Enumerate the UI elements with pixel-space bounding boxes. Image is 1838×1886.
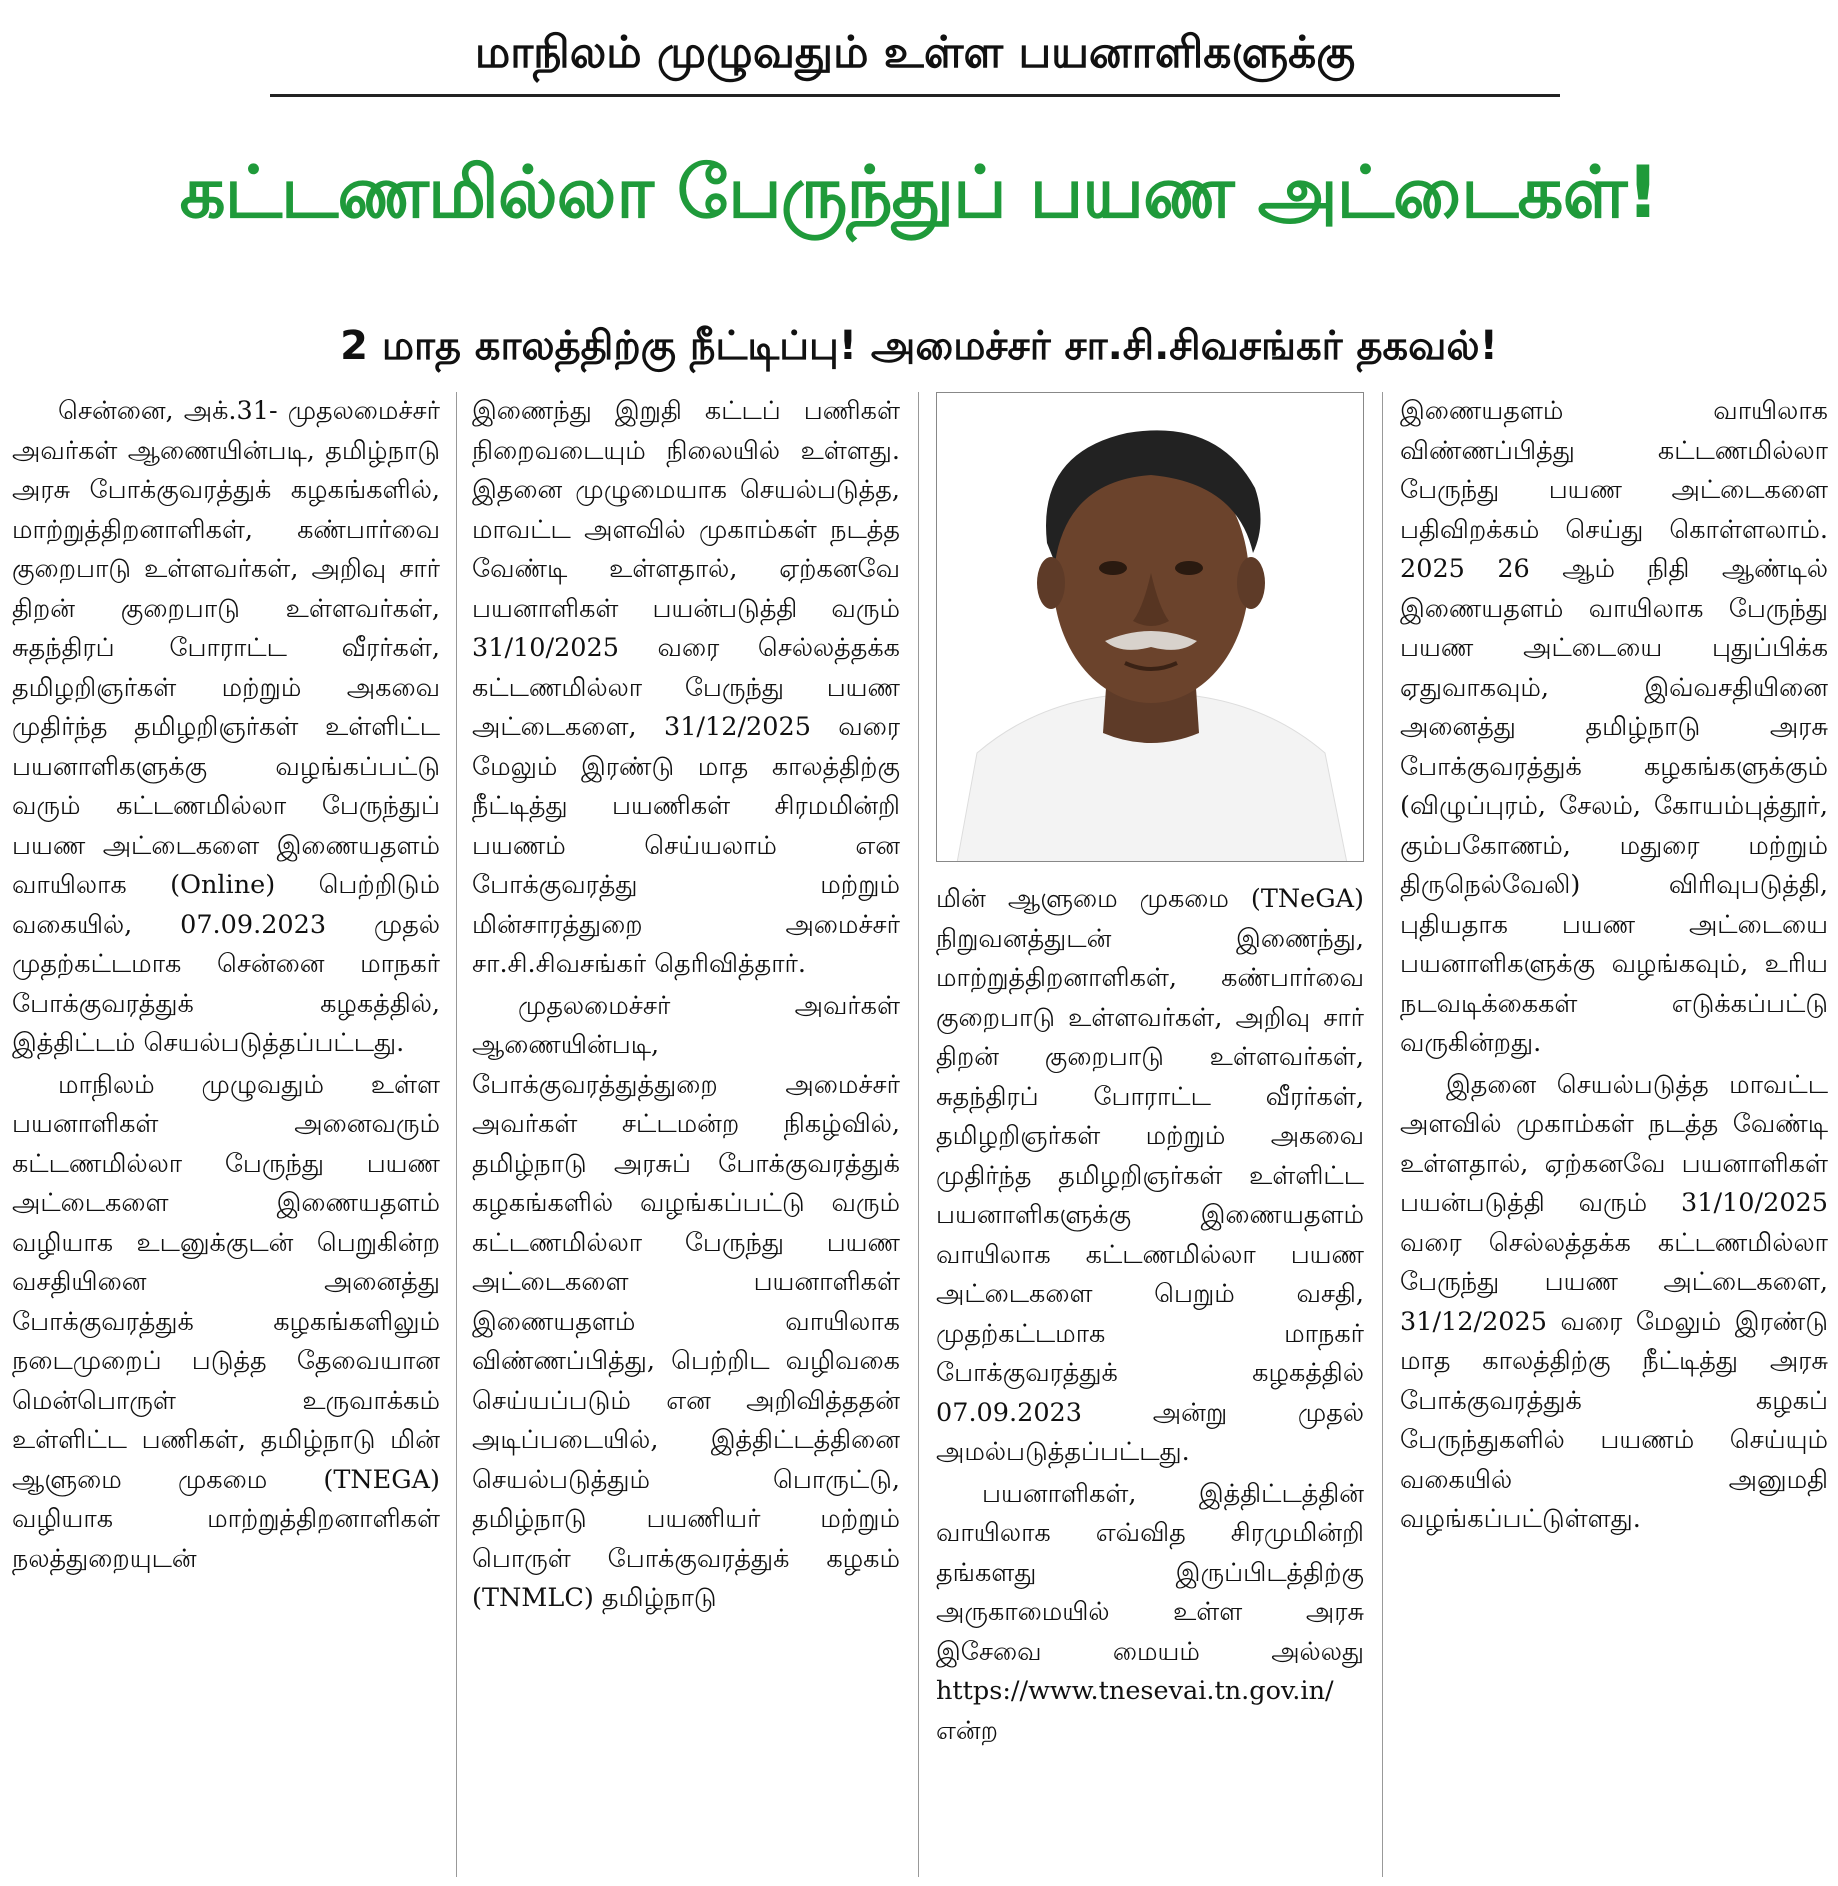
paragraph: மாநிலம் முழுவதும் உள்ள பயனாளிகள் அனைவரும் கட்டணமில்லா பேருந்து பயண அட்டைகளை இணையதளம் வழியாக உடனுக்குடன் பெறுகின்ற வசதியினை அனைத்து போக்குவரத்துக் கழகங்களிலும் நடைமுறைப் படுத்த தேவையான மென்பொருள் உருவாக்கம் உள்ளிட்ட பணிகள், தமிழ்நாடு மின் ஆளுமை முகமை (TNEGA) வழியாக மாற்றுத்திறனாளிகள் நலத்துறையுடன்: [12, 1069, 440, 1574]
portrait-photo-icon: [937, 393, 1364, 862]
minister-portrait-photo: [936, 392, 1364, 862]
paragraph: இதனை செயல்படுத்த மாவட்ட அளவில் முகாம்கள் நடத்த வேண்டி உள்ளதால், ஏற்கனவே பயனாளிகள் பயன்படுத்தி வரும் 31/10/2025 வரை செல்லத்தக்க கட்டணமில்லா பேருந்து பயண அட்டைகளை, 31/12/2025 வரை மேலும் இரண்டு மாத காலத்திற்கு நீட்டித்து அரசு போக்குவரத்துக் கழகப் பேருந்துகளில் பயணம் செய்யும் வகையில் அனுமதி வழங்கப்பட்டுள்ளது.: [1400, 1069, 1828, 1534]
article-column-2: [472, 392, 900, 1877]
paragraph: பயனாளிகள், இத்திட்டத்தின் வாயிலாக எவ்வித சிரமுமின்றி தங்களது இருப்பிடத்திற்கு அருகாமையில் உள்ள அரசு இசேவை மையம் அல்லது https://www.tnesevai.tn.gov.in/ என்ற: [936, 1478, 1364, 1746]
article-column-3: [936, 880, 1364, 1877]
column-divider: [1382, 392, 1383, 1877]
headline: கட்டணமில்லா பேருந்துப் பயண அட்டைகள்!: [179, 150, 1659, 234]
article-column-1: [12, 392, 440, 1877]
paragraph: முதலமைச்சர் அவர்கள் ஆணையின்படி, போக்குவரத்துத்துறை அமைச்சர் அவர்கள் சட்டமன்ற நிகழ்வில், தமிழ்நாடு அரசுப் போக்குவரத்துக் கழகங்களில் வழங்கப்பட்டு வரும் கட்டணமில்லா பேருந்து பயண அட்டைகளை பயனாளிகள் இணையதளம் வாயிலாக விண்ணப்பித்து, பெற்றிட வழிவகை செய்யப்படும் என அறிவித்ததன் அடிப்படையில், இத்திட்டத்தினை செயல்படுத்தும் பொருட்டு, தமிழ்நாடு பயணியர் மற்றும் பொருள் போக்குவரத்துக் கழகம் (TNMLC) தமிழ்நாடு: [472, 990, 900, 1613]
column-divider: [918, 392, 919, 1877]
paragraph: இணைந்து இறுதி கட்டப் பணிகள் நிறைவடையும் நிலையில் உள்ளது. இதனை முழுமையாக செயல்படுத்த, மாவட்ட அளவில் முகாம்கள் நடத்த வேண்டி உள்ளதால், ஏற்கனவே பயனாளிகள் பயன்படுத்தி வரும் 31/10/2025 வரை செல்லத்தக்க கட்டணமில்லா பேருந்து பயண அட்டைகளை, 31/12/2025 வரை மேலும் இரண்டு மாத காலத்திற்கு நீட்டித்து பயணிகள் சிரமமின்றி பயணம் செய்யலாம் என போக்குவரத்து மற்றும் மின்சாரத்துறை அமைச்சர் சா.சி.சிவசங்கர் தெரிவித்தார்.: [472, 396, 900, 979]
subheadline: 2 மாத காலத்திற்கு நீட்டிப்பு! அமைச்சர் சா.சி.சிவசங்கர் தகவல்!: [340, 322, 1498, 369]
kicker-heading: மாநிலம் முழுவதும் உள்ள பயனாளிகளுக்கு: [270, 16, 1560, 97]
article-column-4: [1400, 392, 1828, 1877]
paragraph: இணையதளம் வாயிலாக விண்ணப்பித்து கட்டணமில்லா பேருந்து பயண அட்டைகளை பதிவிறக்கம் செய்து கொள்ளலாம். 2025 26 ஆம் நிதி ஆண்டில் இணையதளம் வாயிலாக பேருந்து பயண அட்டையை புதுப்பிக்க ஏதுவாகவும், இவ்வசதியினை அனைத்து தமிழ்நாடு அரசு போக்குவரத்துக் கழகங்களுக்கும் (விழுப்புரம், சேலம், கோயம்புத்தூர், கும்பகோணம், மதுரை மற்றும் திருநெல்வேலி) விரிவுபடுத்தி, புதியதாக பயண அட்டையை பயனாளிகளுக்கு வழங்கவும், உரிய நடவடிக்கைகள் எடுக்கப்பட்டு வருகின்றது.: [1400, 396, 1828, 1058]
paragraph: சென்னை, அக்.31- முதலமைச்சர் அவர்கள் ஆணையின்படி, தமிழ்நாடு அரசு போக்குவரத்துக் கழகங்களில், மாற்றுத்திறனாளிகள், கண்பார்வை குறைபாடு உள்ளவர்கள், அறிவு சார் திறன் குறைபாடு உள்ளவர்கள், சுதந்திரப் போராட்ட வீரர்கள், தமிழறிஞர்கள் மற்றும் அகவை முதிர்ந்த தமிழறிஞர்கள் உள்ளிட்ட பயனாளிகளுக்கு வழங்கப்பட்டு வரும் கட்டணமில்லா பேருந்துப் பயண அட்டைகளை இணையதளம் வாயிலாக (Online) பெற்றிடும் வகையில், 07.09.2023 முதல் முதற்கட்டமாக சென்னை மாநகர் போக்குவரத்துக் கழகத்தில், இத்திட்டம் செயல்படுத்தப்பட்டது.: [12, 396, 440, 1058]
column-divider: [456, 392, 457, 1877]
paragraph: மின் ஆளுமை முகமை (TNeGA) நிறுவனத்துடன் இணைந்து, மாற்றுத்திறனாளிகள், கண்பார்வை குறைபாடு உள்ளவர்கள், அறிவு சார் திறன் குறைபாடு உள்ளவர்கள், சுதந்திரப் போராட்ட வீரர்கள், தமிழறிஞர்கள் மற்றும் அகவை முதிர்ந்த தமிழறிஞர்கள் உள்ளிட்ட பயனாளிகளுக்கு இணையதளம் வாயிலாக கட்டணமில்லா பயண அட்டைகளை பெறும் வசதி, முதற்கட்டமாக மாநகர் போக்குவரத்துக் கழகத்தில் 07.09.2023 அன்று முதல் அமல்படுத்தப்பட்டது.: [936, 884, 1364, 1467]
